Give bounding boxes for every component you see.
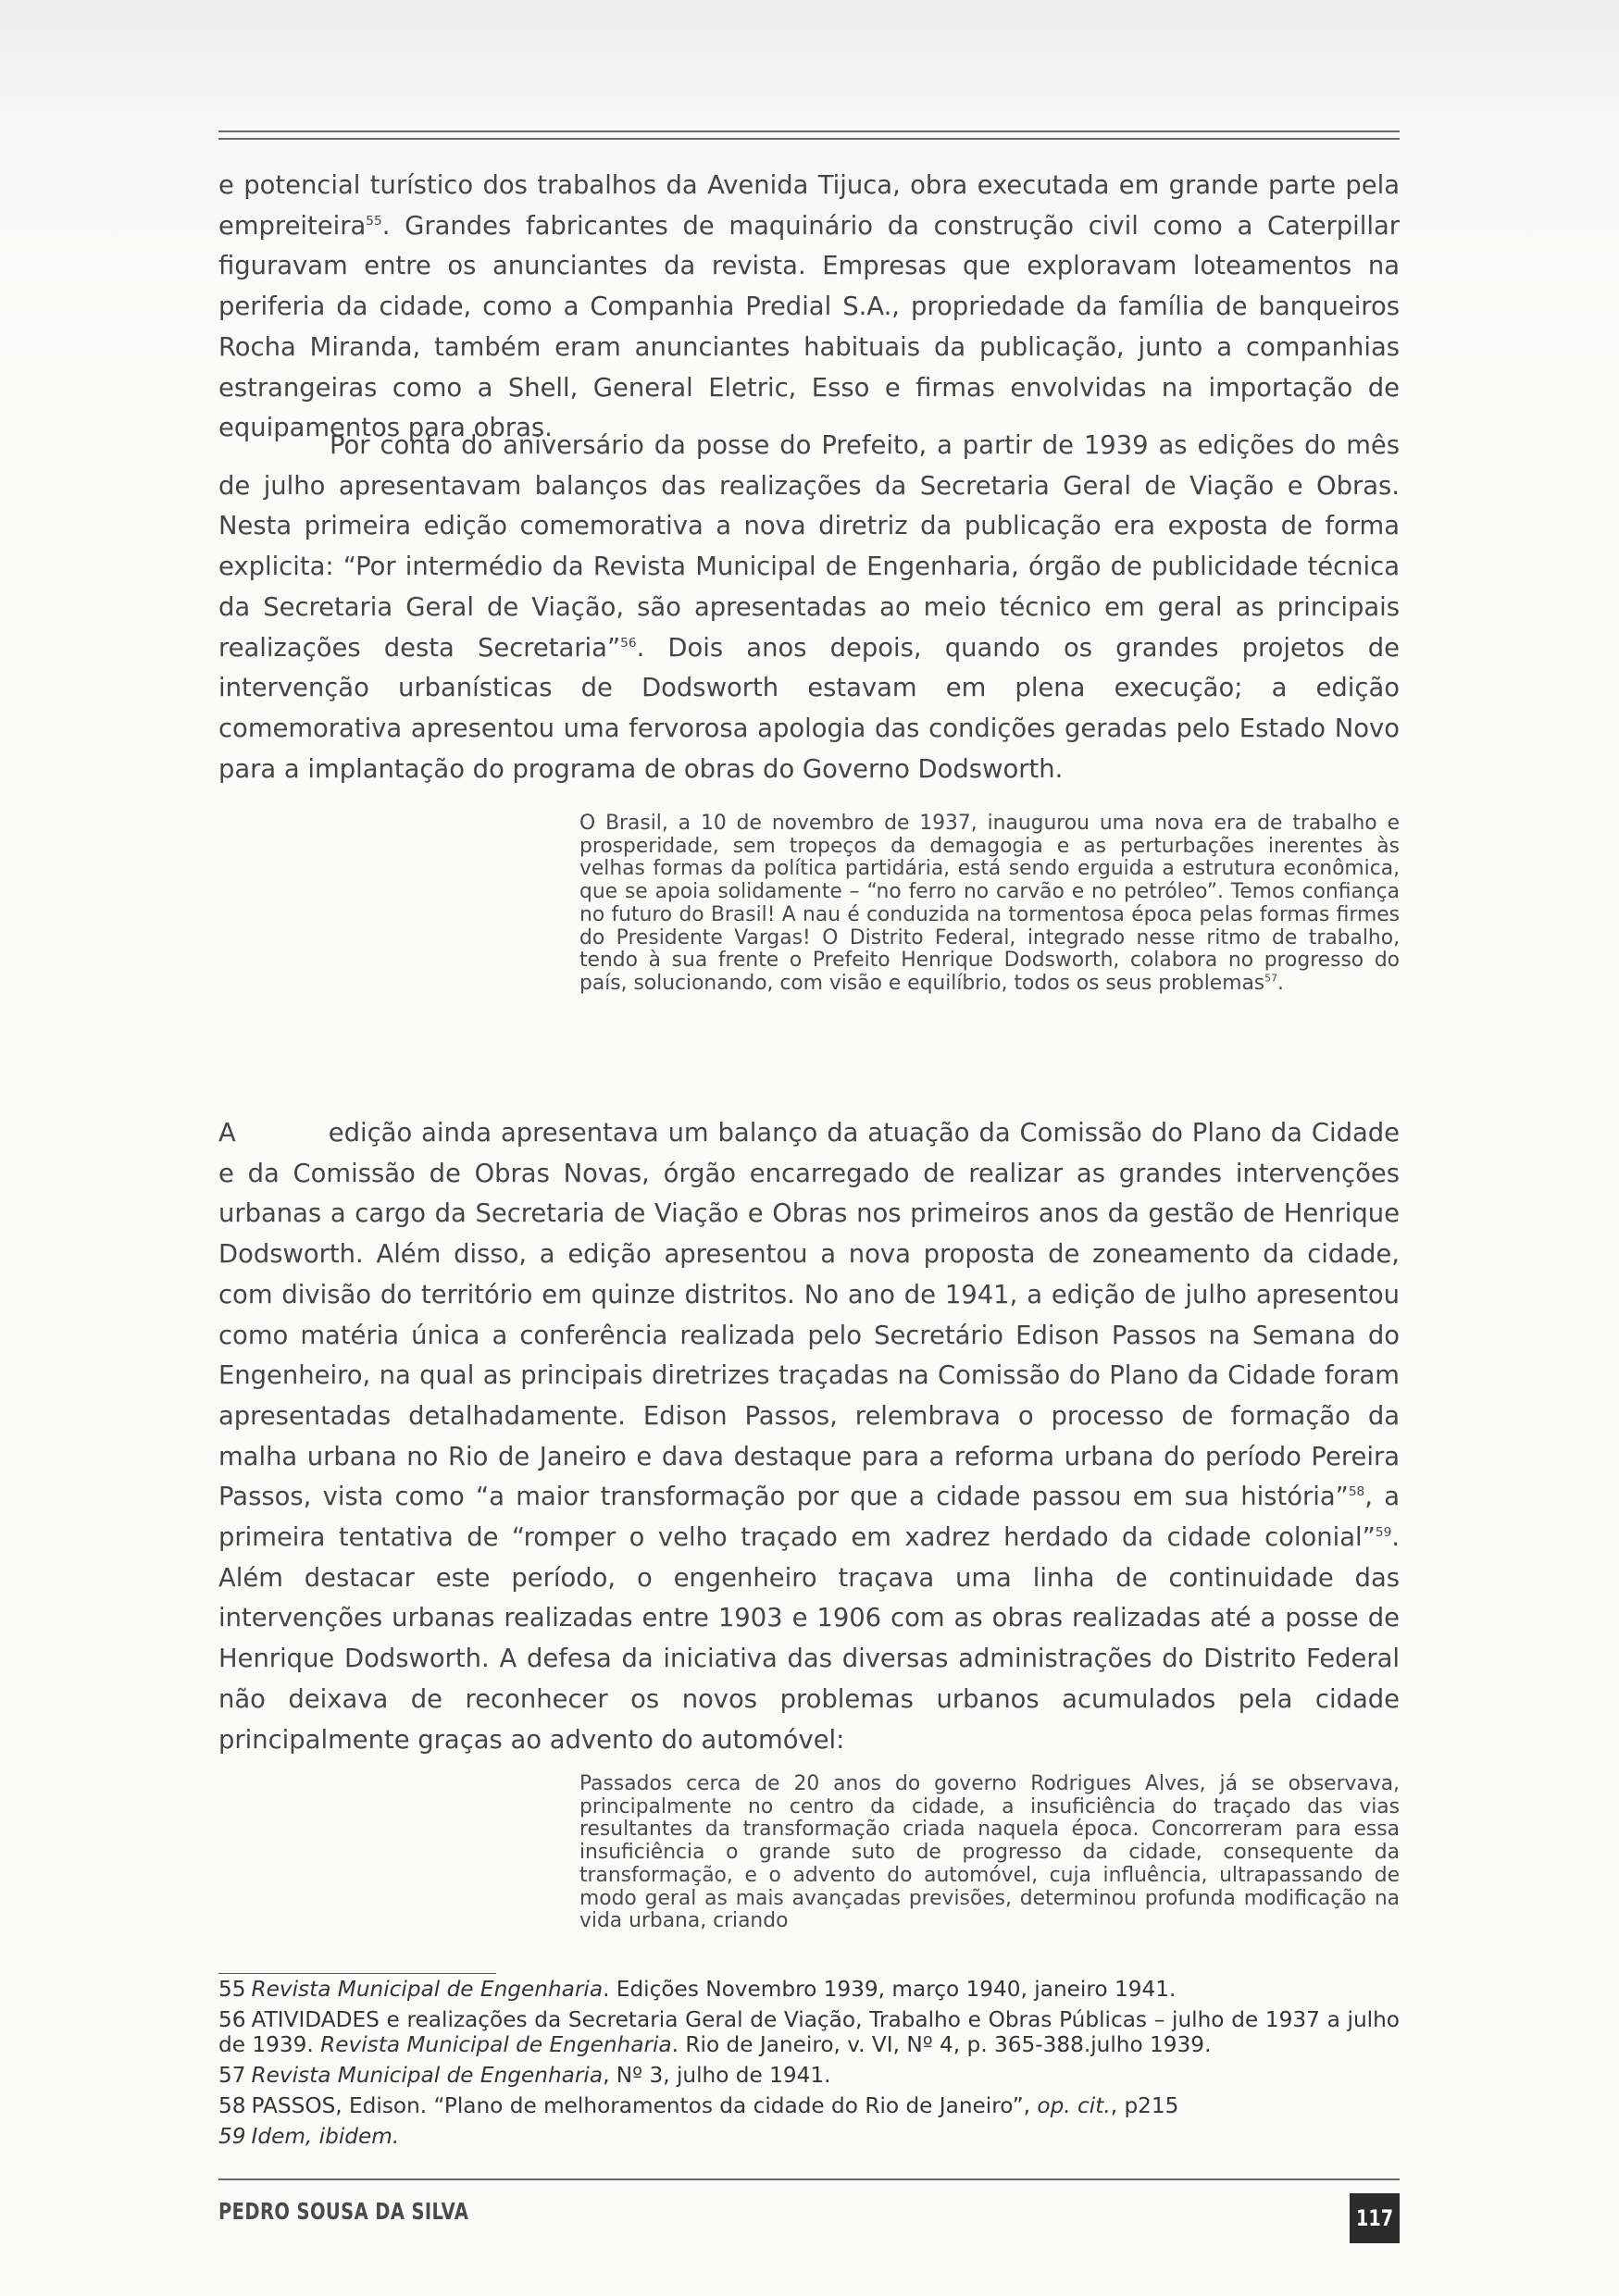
footnote-57: 57 Revista Municipal de Engenharia, Nº 3, julho de 1941. (218, 2063, 831, 2089)
block-quote-2-container (579, 1773, 1400, 1942)
header-rule (218, 130, 1400, 132)
footnote-56: 56 ATIVIDADES e realizações da Secretaria Geral de Viação, Trabalho e Obras Públicas – julho de 1937 a julho de 1939. Revista Municipal de Engenharia. Rio de Janeiro, v. VI, Nº 4, p. 365-388.julho 1939. (218, 2006, 1400, 2058)
footnote-55: 55 Revista Municipal de Engenharia. Edições Novembro 1939, março 1940, janeiro 1941. (218, 1977, 1177, 2002)
footnote-58: 58 PASSOS, Edison. “Plano de melhoramentos da cidade do Rio de Janeiro”, op. cit., p215 (218, 2093, 1179, 2119)
footer-rule (218, 2178, 1400, 2180)
page-number-badge (1350, 2193, 1400, 2243)
block-quote-1: O Brasil, a 10 de novembro de 1937, inaugurou uma nova era de trabalho e prosperidade, sem tropeços da demagogia e as perturbações inerentes às velhas formas da política partidária, está sendo erguida a estrutura econômica, que se apoia solidamente – “no ferro no carvão e no petróleo”. Temos confiança no futuro do Brasil! A nau é conduzida na tormentosa época pelas formas firmes do Presidente Vargas! O Distrito Federal, integrado nesse ritmo de trabalho, tendo à sua frente o Prefeito Henrique Dodsworth, colabora no progresso do país, solucionando, com visão e equilíbrio, todos os seus problemas$^{57}$. (579, 812, 1400, 995)
footnote-ref-56[interactable]: 56 (620, 635, 637, 651)
block-quote-2: Passados cerca de 20 anos do governo Rodrigues Alves, já se observava, principalmente no centro da cidade, a insuficiência do traçado das vias resultantes da transformação criada naquela época. Concorreram para essa insuficiência o grande suto de progresso da cidade, consequente da transformação, e o advento do automóvel, cuja influência, ultrapassando de modo geral as mais avançadas previsões, determinou profunda modificação na vida urbana, criando (579, 1773, 1400, 1933)
document-page (218, 0, 1400, 2296)
footnotes (218, 1977, 1400, 2154)
footnote-ref-55[interactable]: 55 (366, 213, 382, 229)
footnote-rule (218, 1973, 496, 1974)
footnote-ref-57[interactable]: 57 (1264, 972, 1278, 985)
footnote-ref-59[interactable]: 59 (1375, 1524, 1392, 1540)
page-number: 117 (1355, 2205, 1394, 2231)
footer-author: PEDRO SOUSA DA SILVA (218, 2198, 469, 2225)
footnote-ref-58[interactable]: 58 (1348, 1484, 1365, 1500)
paragraph-1: e potencial turístico dos trabalhos da Avenida Tijuca, obra executada em grande parte pela empreiteira$^{55}$. Grandes fabricantes de maquinário da construção civil como a Caterpillar figuravam entre os anunciantes da revista. Empresas que exploravam loteamentos na periferia da cidade, como a Companhia Predial S.A., propriedade da família de banqueiros Rocha Miranda, também eram anunciantes habituais da publicação, junto a companhias estrangeiras como a Shell, General Eletric, Esso e firmas envolvidas na importação de equipamentos para obras. (218, 171, 1400, 443)
paragraph-3: A edição ainda apresentava um balanço da atuação da Comissão do Plano da Cidade e da Comissão de Obras Novas, órgão encarregado de realizar as grandes intervenções urbanas a cargo da Secretaria de Viação e Obras nos primeiros anos da gestão de Henrique Dodsworth. Além disso, a edição apresentou a nova proposta de zoneamento da cidade, com divisão do território em quinze distritos. No ano de 1941, a edição de julho apresentou como matéria única a conferência realizada pelo Secretário Edison Passos na Semana do Engenheiro, na qual as principais diretrizes traçadas na Comissão do Plano da Cidade foram apresentadas detalhadamente. Edison Passos, relembrava o processo de formação da malha urbana no Rio de Janeiro e dava destaque para a reforma urbana do período Pereira Passos, vista como “a maior transformação por que a cidade passou em sua história”$^{58}$, a primeira tentativa de “romper o velho traçado em xadrez herdado da cidade colonial”$^{59}$. Além destacar este período, o engenheiro traçava uma linha de continuidade das intervenções urbanas realizadas entre 1903 e 1906 com as obras realizadas até a posse de Henrique Dodsworth. A defesa da iniciativa das diversas administrações do Distrito Federal não deixava de reconhecer os novos problemas urbanos acumulados pela cidade principalmente graças ao advento do automóvel: (218, 1119, 1401, 1755)
paragraph-2: Por conta do aniversário da posse do Prefeito, a partir de 1939 as edições do mês de julho apresentavam balanços das realizações da Secretaria Geral de Viação e Obras. Nesta primeira edição comemorativa a nova diretriz da publicação era exposta de forma explicita: “Por intermédio da Revista Municipal de Engenharia, órgão de publicidade técnica da Secretaria Geral de Viação, são apresentadas ao meio técnico em geral as principais realizações desta Secretaria”$^{56}$. Dois anos depois, quando os grandes projetos de intervenção urbanísticas de Dodsworth estavam em plena execução; a edição comemorativa apresentou uma fervorosa apologia das condições geradas pelo Estado Novo para a implantação do programa de obras do Governo Dodsworth. (218, 431, 1400, 784)
footnote-59: 59 Idem, ibidem. (218, 2124, 400, 2150)
header-rule (218, 138, 1400, 140)
